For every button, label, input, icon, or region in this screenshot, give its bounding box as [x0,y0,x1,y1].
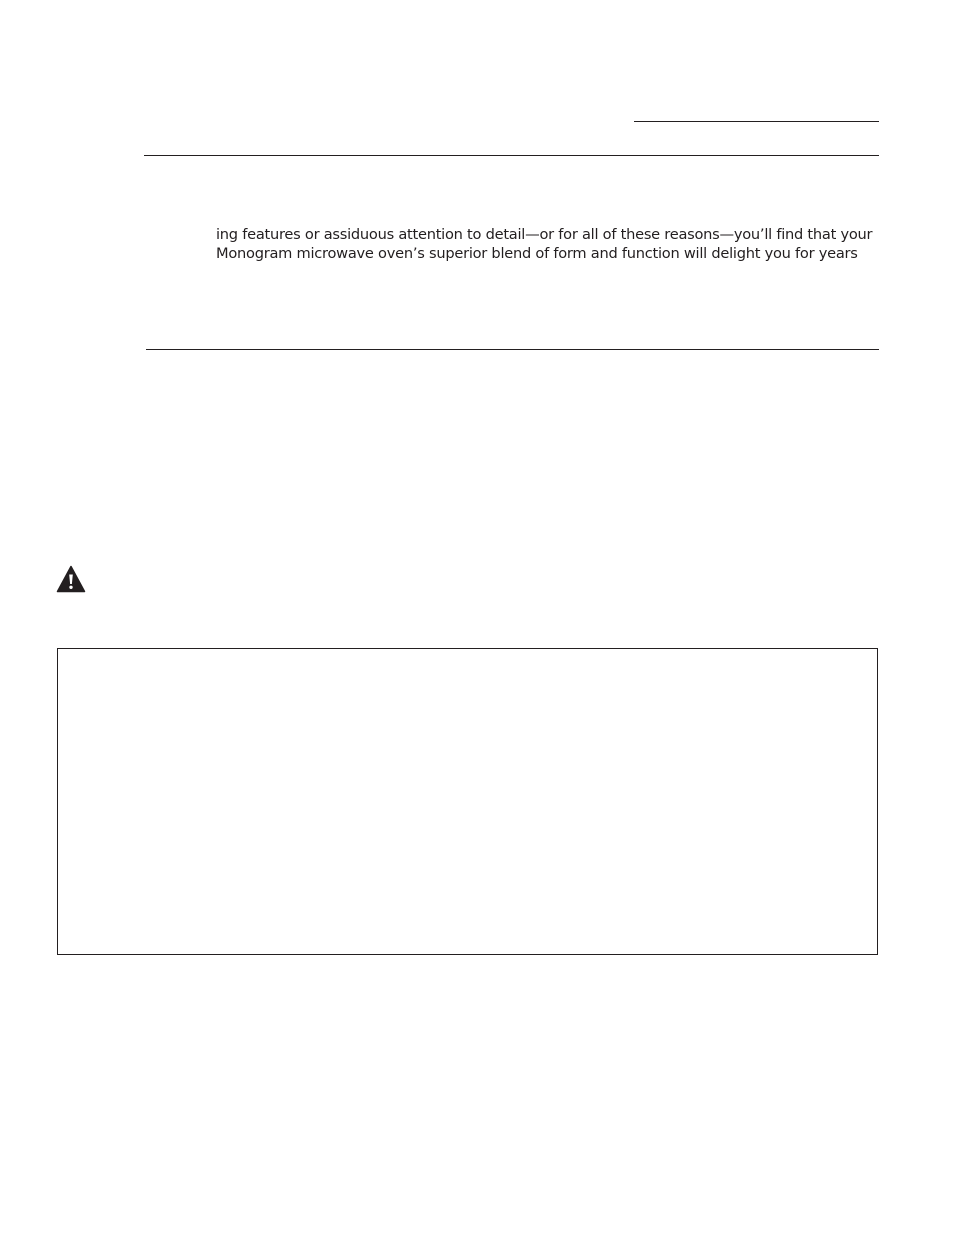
safety-information-box [57,648,878,955]
intro-line-1: ing features or assiduous attention to detail—or for all of these reasons—you’ll find that your [216,226,873,243]
intro-line-2: Monogram microwave oven’s superior blend of form and function will delight you for years [216,245,858,262]
header-rule-long [144,155,879,156]
warning-triangle-icon [56,565,86,593]
intro-paragraph [216,225,886,263]
header-rule-short [634,121,879,122]
section-rule [146,349,879,350]
